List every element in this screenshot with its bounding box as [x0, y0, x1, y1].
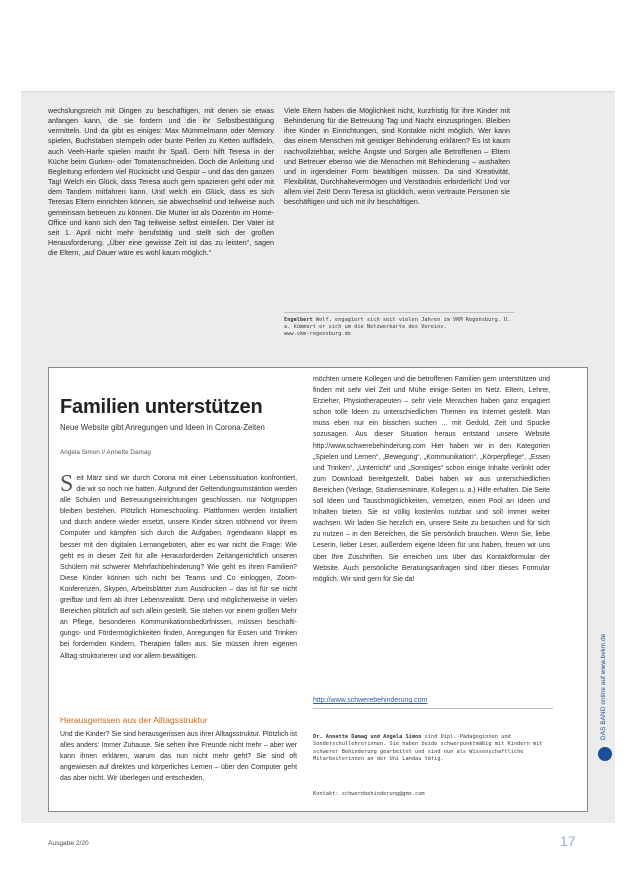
side-label[interactable]: DAS BAND online auf www.bvkm.de — [600, 633, 607, 740]
article-right-column — [284, 106, 510, 208]
article-left-text: wechslungsreich mit Dingen zu beschäftigen, mit denen sie etwas anfangen kann, die sie fordern und die ihr Selbstbestätigung vermitteln. Und da gibt es einiges: Max Mümmelmann oder Memory spielen, Buchstaben stempeln oder bunte Perlen zu Ketten auffädeln, auch Veeh-Harfe spielen macht ihr Spaß. Gern hilft Teresa in der Küche beim Gurken- oder Tomatenschneiden. Doch die Anleitung und Begleitung erfordern viel Rücksicht und Gespür – und das den ganzen Tag! Welch ein Glück, dass Teresa auch gern spazieren geht oder mit dem Tandem mitfahren kann. Und welch ein Glück, dass es sich Teresas Eltern einrichten können, sie abwechselnd und teilweise auch gemeinsam betreuen zu können. Die Mutter ist als Dozentin im Home-Office und kann sich den Tag teilweise selbst einteilen. Der Vater ist seit 1. April nicht mehr berufstätig und stellt sich der großen Herausforderung. „Über eine gewisse Zeit ist das zu leisten“, sagen die Eltern, „auf Dauer wäre es wohl kaum möglich.“ — [48, 106, 274, 258]
box-title: Familien unterstützen — [60, 396, 263, 418]
drop-cap: S — [60, 471, 74, 497]
box-divider — [313, 708, 553, 709]
box-subheading: Herausgerissen aus der Alltagsstruktur — [60, 715, 208, 725]
box-byline: Angela Simon // Annette Damag — [60, 449, 151, 456]
box-left-column-2 — [60, 729, 297, 784]
article-right-text: Viele Eltern haben die Möglichkeit nicht, kurzfristig für ihre Kinder mit Behinderung für die Betreuung Tag und Nacht einzuspringen. Bleiben ihre Kinder in Einrichtungen, sind Kontakte nicht möglich. Wer kann das einem Menschen mit geistiger Behinderung erklären? Es ist kaum nachvollziehbar, welche Ängste und Sorgen alle Betroffenen – Eltern und Betreuer ebenso wie die Menschen mit Behinderung – aushalten und in irgendeiner Form bewältigen müssen. Da sind Kreativität, Flexibilität, Durchhaltevermögen und Verständnis erforderlich! Und vor allem viel Zeit! Denn Teresa ist glücklich, wenn vertraute Personen sie beschäftigen und sich mit ihr beschäftigen. — [284, 106, 510, 207]
top-divider — [21, 91, 615, 92]
website-link[interactable]: http://www.schwerebehinderung.com — [313, 697, 428, 704]
box-right-column — [313, 374, 550, 585]
issue-label: Ausgabe 2/20 — [48, 840, 89, 847]
contact-line[interactable]: Kontakt: schwerebehinderung@gmx.com — [313, 791, 425, 797]
author-note-url[interactable]: www.vkm-regensburg.de — [284, 331, 351, 338]
bvkm-logo-icon — [598, 747, 612, 761]
article-left-column — [48, 106, 274, 258]
box-author-note — [313, 734, 553, 764]
author-note-text: Wolf, engagiert sich seit vielen Jahren im VKM Regensburg. U. a. kümmert er sich um die Netzwerkarte des Vereins. — [284, 317, 511, 331]
page-number: 17 — [560, 833, 576, 849]
box-left-text: eit März sind wir durch Corona mit einer Lebenssituation konfrontiert, die wir so noch nie hatten. Aufgrund der Geltendungsumstäntion werden alle Schulen und Betreuungseinrichtungen geschlossen, nur Notgruppen bleiben bestehen. Plötzlich Homeschooling. Plattformen werden installiert und durch andere wieder ersetzt, unsere Kinder sitzen stöhnend vor ihrem Computer und kämpfen sich durch die Aufgaben. Irgendwann klappt es besser mit den digitalen Lernangeboten, aber es war nicht die Frage: Wie geht es in dieser Zeit für alle Herausforderden Zeitangenichtlich unseren Schülern mit schwerer Mehrfachbehinderung? Wie geht es ihren Familien? Diese Kinder können sich nicht bei Teams und Co einloggen, Zoom-Konferenzen, Skypen, Arbeitsblätter zum Ausdrucken – das ist für sie nicht greifbar und fern ab ihrer Lebensrealität. Denn und möglicherweise in vielen Bereichen plötzlich auf sich allein gestellt. Sie stehen vor einem großen Mehr an Pflege, besonderen Kommunikationsbedürfnissen, müssen beschäftigungs- und Fördermöglichkeiten finden, Anregungen für Essen und Trinken bei fordernden Kindern, Therapien fallen aus. Sie müssen ihren eigenen Alltag strukturieren und vor allem bewältigen. — [60, 475, 298, 660]
author-note-name: Engelbert — [284, 317, 313, 323]
box-right-text: möchten unsere Kollegen und die betroffenen Familien gern unterstützen und finden mit sehr viel Zeit und Mühe einige Seiten im Netz. Eltern, Lehrer, Erzieher, Physiotherapeuten – sehr viele Menschen haben ganz engagiert schon tolle Ideen zu unterschiedlichen Themen ins Internet gestellt. Man muss eben nur ein bisschen suchen ... mit Geduld, Zeit und Spucke sozusagen. Aus dieser Situation heraus entstand unsere Website http://www.schwerebehinderung.com Hier haben wir in den Kategorien „Spielen und Lernen“, „Bewegung“, „Kommunikation“, „Körperpflege“, „Essen und Trinken“, „Unterricht“ und „Sonstiges“ schon einige Inhalte verlinkt oder zum Download bereitgestellt. Dabei haben wir aus unterschiedlichen Bereichen (Verlage, Studienseminare, Kollegen u. a.) Hilfe erhalten. Die Seite soll Ideen und Tauschmöglichkeiten, vernetzen, einen Pool an Ideen und Inhalten bieten. Sie ist völlig kostenlos nutzbar und soll immer weiter wachsen. Wir laden Sie herzlich ein, unsere Seite zu besuchen und für sich zu nutzen – in den Bereichen, die Sie persönlich brauchen. Wenn Sie, liebe Leserin, lieber Leser, außerdem eigene Ideen für uns haben, freuen wir uns über Ihre Zuschriften. Sie erreichen uns über das Kontaktformular der Website. Auch persönliche Beratungsanfragen sind über dieses Formular möglich. Wir sind gern für Sie da! — [313, 376, 550, 583]
box-left-column — [60, 473, 297, 662]
author-note — [284, 312, 514, 339]
article-box — [48, 367, 588, 812]
box-author-text: sind Dipl.-Pädagoginnen und Sonderschullehrerinnen. Sie haben beide schwerpunktmäßig mit Kindern mit schwerer Behinderung gearbeitet und sind nun als Wissenschaftliche Mitarbeiterinnen an der Uni Landau tätig. — [313, 734, 543, 763]
box-author-name: Dr. Annette Damag und Angela Simon — [313, 734, 422, 740]
box-left-text-2: Und die Kinder? Sie sind herausgerissen aus ihrer Alltagsstruktur. Plötzlich ist alles anders: Immer Zuhause. Sie sehen ihre Freunde nicht mehr – aber wer kann ihnen erklären, warum das nun nicht mehr geht? Sie sind oft angewiesen auf direktes und körperliches Lernen – über den Computer geht das aber nicht. Wir überlegen und entscheiden, — [60, 731, 297, 783]
box-subtitle: Neue Website gibt Anregungen und Ideen in Corona-Zeiten — [60, 423, 265, 432]
